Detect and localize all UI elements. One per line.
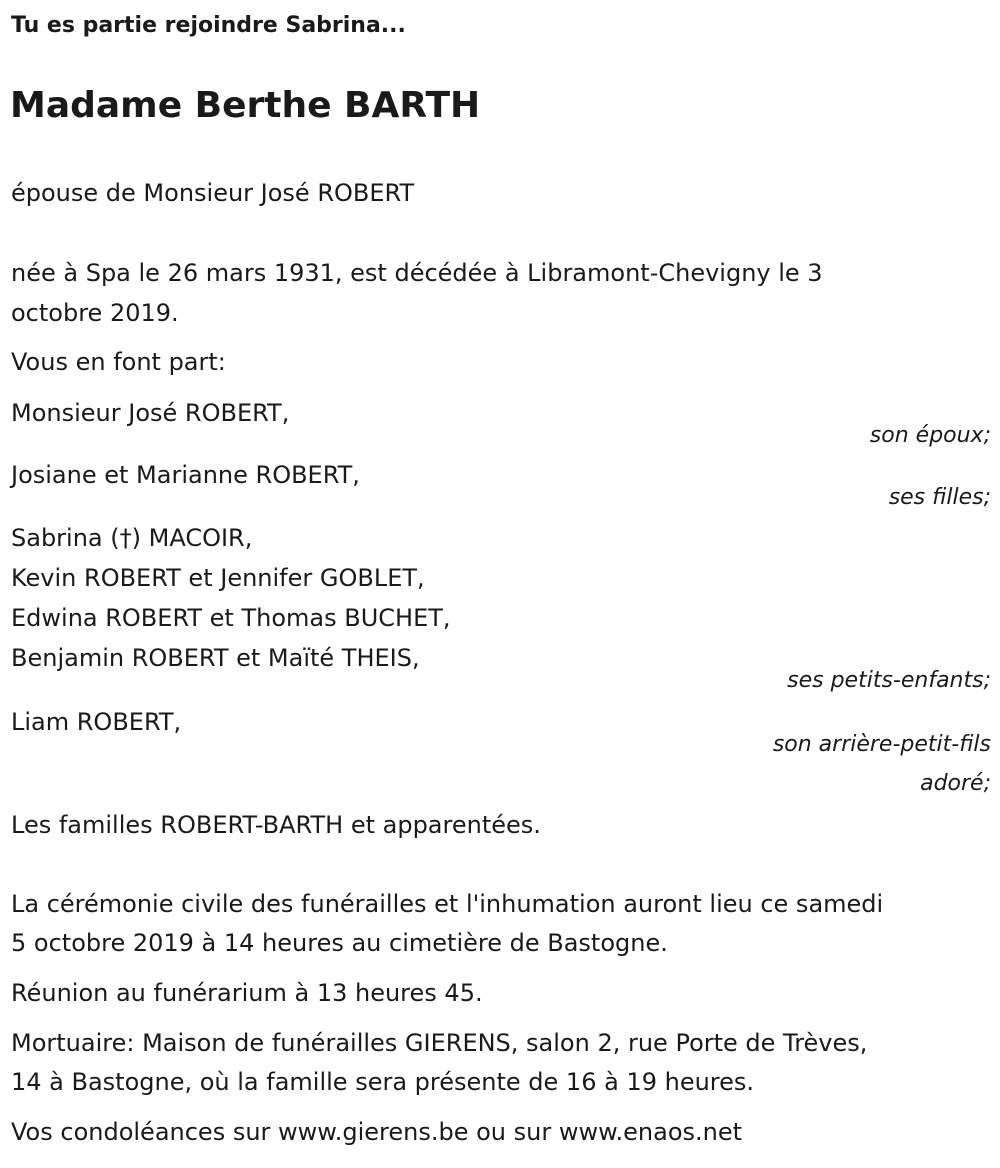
family-relation: ses petits-enfants; — [787, 668, 991, 693]
birth-death-line-1: née à Spa le 26 mars 1931, est décédée à Libramont-Chevigny le 3 — [11, 259, 823, 287]
birth-death-line-2: octobre 2019. — [11, 299, 179, 327]
families-line: Les familles ROBERT-BARTH et apparentées. — [11, 811, 541, 839]
epigraph: Tu es partie rejoindre Sabrina... — [11, 13, 406, 38]
family-member-name: Monsieur José ROBERT, — [11, 399, 290, 427]
ceremony-line-1: La cérémonie civile des funérailles et l'inhumation auront lieu ce samedi — [11, 890, 884, 918]
family-relation: son époux; — [869, 423, 991, 448]
announce-line: Vous en font part: — [11, 348, 226, 376]
family-relation: ses filles; — [888, 485, 991, 510]
family-relation: adoré; — [920, 771, 991, 796]
mortuaire-line-2: 14 à Bastogne, où la famille sera présente de 16 à 19 heures. — [11, 1068, 755, 1096]
reunion-line: Réunion au funérarium à 13 heures 45. — [11, 979, 483, 1007]
family-relation: son arrière-petit-fils — [772, 732, 991, 757]
spouse-line: épouse de Monsieur José ROBERT — [11, 179, 415, 207]
family-member-name: Sabrina (†) MACOIR, — [11, 524, 253, 552]
family-member-name: Benjamin ROBERT et Maïté THEIS, — [11, 644, 420, 672]
family-member-name: Josiane et Marianne ROBERT, — [11, 461, 360, 489]
mortuaire-line-1: Mortuaire: Maison de funérailles GIERENS, salon 2, rue Porte de Trèves, — [11, 1029, 868, 1057]
deceased-name: Madame Berthe BARTH — [10, 85, 481, 126]
family-member-name: Liam ROBERT, — [11, 708, 182, 736]
family-member-name: Kevin ROBERT et Jennifer GOBLET, — [11, 564, 425, 592]
family-member-name: Edwina ROBERT et Thomas BUCHET, — [11, 604, 451, 632]
ceremony-line-2: 5 octobre 2019 à 14 heures au cimetière de Bastogne. — [11, 929, 668, 957]
condolences-line: Vos condoléances sur www.gierens.be ou sur www.enaos.net — [11, 1118, 743, 1146]
